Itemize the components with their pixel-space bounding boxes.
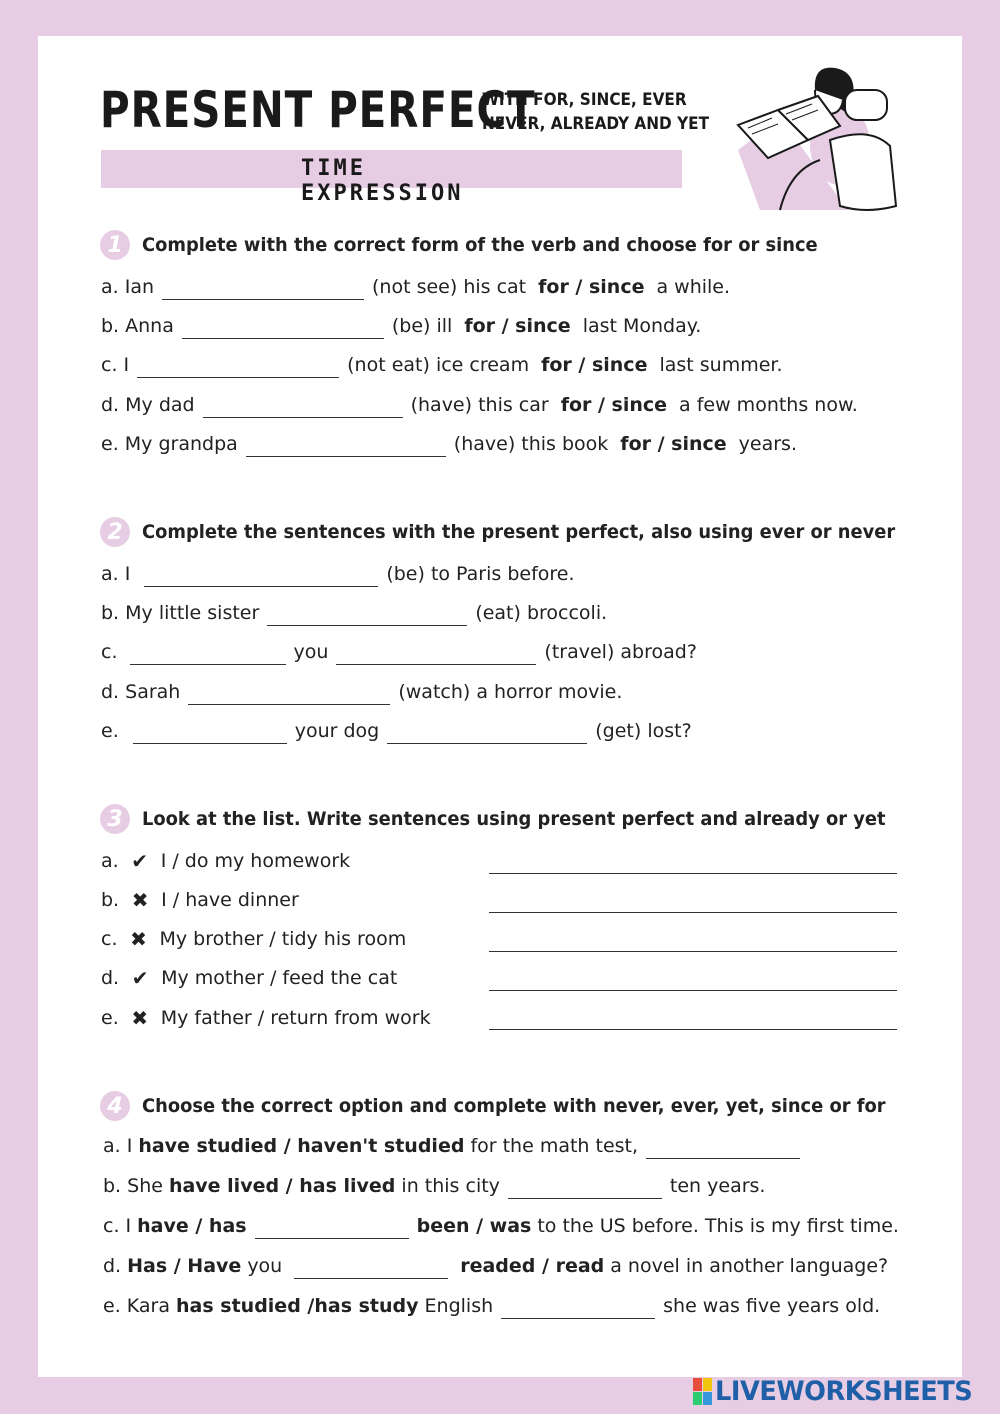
s1-b-hint: (be) ill <box>391 315 453 337</box>
s2-b-tail: (eat) broccoli. <box>475 602 608 624</box>
s1-item-d <box>101 392 858 418</box>
s4-e-lead: e. Kara <box>103 1295 170 1317</box>
s2-c-lead: c. <box>101 641 118 663</box>
s3-item-d <box>101 965 397 991</box>
s1-d-lead: d. My dad <box>101 394 195 416</box>
section-4-title: Choose the correct option and complete with never, ever, yet, since or for <box>142 1095 886 1117</box>
s4-d-answer-blank[interactable] <box>294 1258 448 1279</box>
s3-d-prompt: My mother / feed the cat <box>161 967 398 989</box>
s4-a-lead: a. I <box>103 1135 133 1157</box>
section-3-title: Look at the list. Write sentences using present perfect and already or yet <box>142 808 886 830</box>
section-2-heading <box>100 517 943 547</box>
s4-c-answer-blank[interactable] <box>255 1218 409 1239</box>
s4-d-lead: d. <box>103 1255 122 1277</box>
s4-c-choice-2[interactable]: been / was <box>416 1215 532 1237</box>
s1-e-hint: (have) this book <box>453 433 609 455</box>
s1-a-hint: (not see) his cat <box>372 276 527 298</box>
s1-item-e <box>101 431 797 457</box>
s4-item-b <box>103 1173 765 1199</box>
s2-e-tail: (get) lost? <box>595 720 692 742</box>
s2-item-a <box>101 561 575 587</box>
s4-d-choice-2[interactable]: readed / read <box>460 1255 605 1277</box>
s3-b-answer-line[interactable] <box>489 912 897 913</box>
s2-b-lead: b. My little sister <box>101 602 260 624</box>
s3-item-e <box>101 1005 431 1031</box>
liveworksheets-logo[interactable] <box>693 1375 986 1407</box>
s1-c-hint: (not eat) ice cream <box>347 354 530 376</box>
s1-a-lead: a. Ian <box>101 276 155 298</box>
s1-b-tail: last Monday. <box>582 315 702 337</box>
s4-c-lead: c. I <box>103 1215 132 1237</box>
s4-d-mid: you <box>247 1255 283 1277</box>
section-2-number: 2 <box>100 517 130 547</box>
s1-d-tail: a few months now. <box>679 394 858 416</box>
s3-e-prompt: My father / return from work <box>160 1007 431 1029</box>
subtitle-line-1: WITH FOR, SINCE, EVER <box>482 90 687 110</box>
s4-a-choice[interactable]: have studied / haven't studied <box>138 1135 465 1157</box>
logo-text: LIVEWORKSHEETS <box>715 1375 973 1407</box>
s3-item-b <box>101 887 299 913</box>
topic-band-label: TIME EXPRESSION <box>301 156 464 206</box>
topic-band <box>101 150 682 206</box>
cross-icon: ✖ <box>131 888 149 912</box>
s4-b-tail: ten years. <box>669 1175 766 1197</box>
s1-e-choice[interactable]: for / since <box>620 433 727 455</box>
s2-e-answer-blank-2[interactable] <box>387 723 587 744</box>
s2-a-lead: a. I <box>101 563 131 585</box>
s2-c-answer-blank-2[interactable] <box>336 644 536 665</box>
s2-item-c <box>101 639 697 665</box>
s4-item-e <box>103 1293 880 1319</box>
s4-b-lead: b. She <box>103 1175 163 1197</box>
s2-item-b <box>101 600 607 626</box>
s4-a-answer-blank[interactable] <box>646 1138 800 1159</box>
s2-item-e <box>101 718 692 744</box>
s2-b-answer-blank[interactable] <box>267 605 467 626</box>
s1-item-a <box>101 274 730 300</box>
s3-e-answer-line[interactable] <box>489 1029 897 1030</box>
s4-b-choice[interactable]: have lived / has lived <box>168 1175 396 1197</box>
section-3-number: 3 <box>100 804 130 834</box>
s1-e-answer-blank[interactable] <box>246 436 446 457</box>
s2-c-mid: you <box>293 641 329 663</box>
section-2-title: Complete the sentences with the present perfect, also using ever or never <box>142 521 896 543</box>
check-icon: ✔ <box>131 966 149 990</box>
s4-d-choice-1[interactable]: Has / Have <box>127 1255 242 1277</box>
reading-woman-illustration <box>720 60 920 220</box>
s4-c-choice-1[interactable]: have / has <box>137 1215 247 1237</box>
section-1-title: Complete with the correct form of the verb and choose for or since <box>142 234 818 256</box>
s2-d-tail: (watch) a horror movie. <box>398 681 623 703</box>
s3-item-a <box>101 848 350 874</box>
s3-a-letter: a. <box>101 850 119 872</box>
s1-a-answer-blank[interactable] <box>162 279 364 300</box>
s1-item-b <box>101 313 701 339</box>
s1-e-tail: years. <box>738 433 797 455</box>
s2-e-answer-blank-1[interactable] <box>133 723 287 744</box>
s2-d-lead: d. Sarah <box>101 681 181 703</box>
section-1-heading <box>100 230 861 260</box>
s2-a-tail: (be) to Paris before. <box>386 563 575 585</box>
s4-a-tail: for the math test, <box>470 1135 639 1157</box>
s1-a-choice[interactable]: for / since <box>538 276 645 298</box>
check-icon: ✔ <box>131 849 149 873</box>
s2-item-d <box>101 679 622 705</box>
s1-b-answer-blank[interactable] <box>182 318 384 339</box>
s3-d-answer-line[interactable] <box>489 990 897 991</box>
s1-d-answer-blank[interactable] <box>203 397 403 418</box>
cross-icon: ✖ <box>130 927 147 951</box>
section-1-number: 1 <box>100 230 130 260</box>
s2-e-lead: e. <box>101 720 119 742</box>
s3-e-letter: e. <box>101 1007 119 1029</box>
s4-item-a <box>103 1133 808 1159</box>
s3-a-answer-line[interactable] <box>489 873 897 874</box>
s1-item-c <box>101 352 783 378</box>
s4-d-tail: a novel in another language? <box>610 1255 889 1277</box>
s2-d-answer-blank[interactable] <box>188 684 390 705</box>
subtitle-line-2: NEVER, ALREADY AND YET <box>482 114 710 134</box>
s4-e-tail: she was five years old. <box>663 1295 881 1317</box>
s3-c-answer-line[interactable] <box>489 951 897 952</box>
section-3-heading <box>100 804 933 834</box>
s4-item-c <box>103 1213 899 1239</box>
s1-d-hint: (have) this car <box>410 394 549 416</box>
s1-a-tail: a while. <box>656 276 731 298</box>
s2-c-answer-blank-1[interactable] <box>130 644 286 665</box>
s3-d-letter: d. <box>101 967 120 989</box>
page-title: PRESENT PERFECT <box>100 81 536 139</box>
s3-a-prompt: I / do my homework <box>160 850 351 872</box>
s4-e-answer-blank[interactable] <box>501 1298 655 1319</box>
s1-b-lead: b. Anna <box>101 315 174 337</box>
s2-a-answer-blank[interactable] <box>144 566 378 587</box>
s1-d-choice[interactable]: for / since <box>560 394 668 416</box>
s3-item-c <box>101 926 406 952</box>
s1-c-tail: last summer. <box>659 354 783 376</box>
s4-item-d <box>103 1253 888 1279</box>
section-4-number: 4 <box>100 1091 130 1121</box>
s3-b-letter: b. <box>101 889 120 911</box>
s2-c-tail: (travel) abroad? <box>544 641 697 663</box>
s1-c-choice[interactable]: for / since <box>541 354 648 376</box>
s4-c-tail: to the US before. This is my first time. <box>537 1215 899 1237</box>
s3-b-prompt: I / have dinner <box>161 889 299 911</box>
cross-icon: ✖ <box>131 1006 149 1030</box>
logo-blocks-icon <box>693 1378 711 1404</box>
s1-e-lead: e. My grandpa <box>101 433 238 455</box>
s2-e-mid: your dog <box>294 720 380 742</box>
section-4-heading <box>100 1091 933 1121</box>
s1-b-choice[interactable]: for / since <box>464 315 571 337</box>
s3-c-prompt: My brother / tidy his room <box>159 928 407 950</box>
s3-c-letter: c. <box>101 928 118 950</box>
s4-e-choice[interactable]: has studied /has study <box>176 1295 419 1317</box>
s1-c-lead: c. I <box>101 354 130 376</box>
s4-b-mid: in this city <box>401 1175 500 1197</box>
s1-c-answer-blank[interactable] <box>137 357 339 378</box>
page-subtitle <box>482 88 709 136</box>
s4-b-answer-blank[interactable] <box>508 1178 662 1199</box>
s4-e-mid: English <box>424 1295 494 1317</box>
